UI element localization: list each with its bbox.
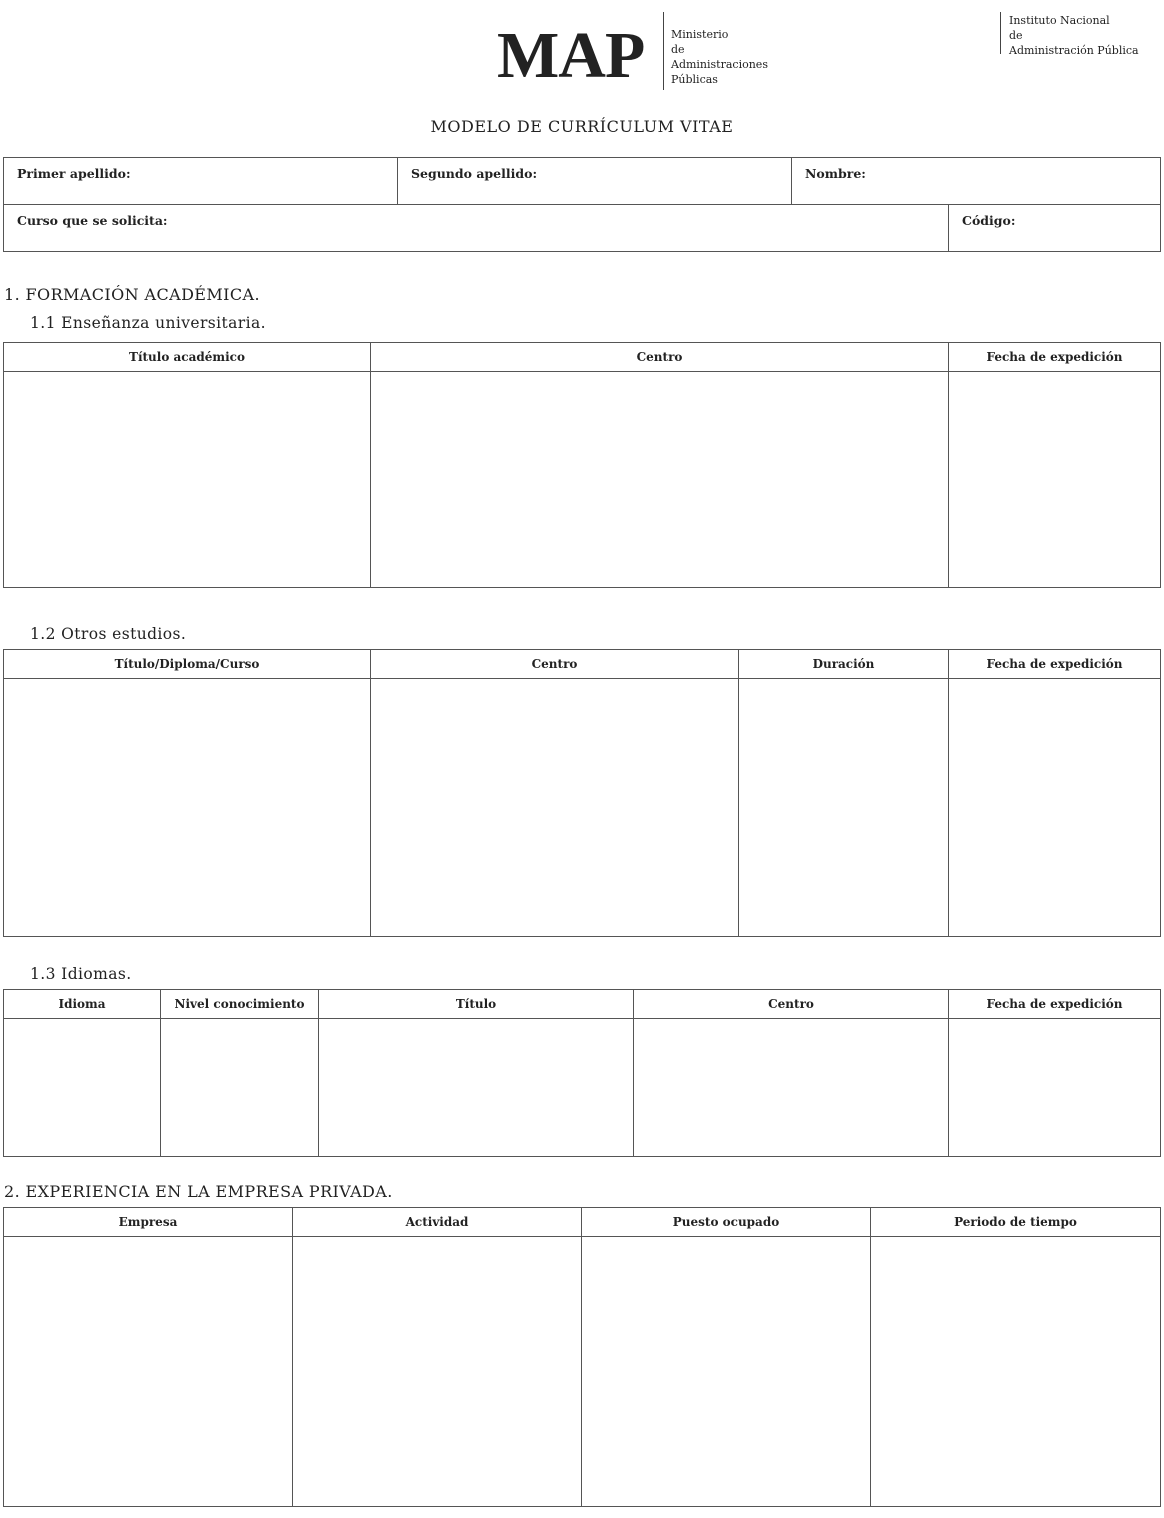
ministry-name [671, 27, 768, 87]
input-cell[interactable] [949, 1019, 1161, 1157]
name-label: Nombre: [805, 166, 866, 181]
input-cell[interactable] [371, 679, 739, 937]
course-field[interactable] [4, 205, 949, 252]
institute-divider [1000, 12, 1001, 54]
map-logo: MAP [497, 19, 645, 92]
institute-line: Instituto Nacional [1009, 14, 1110, 27]
second-surname-field[interactable] [398, 158, 792, 205]
subsection-1-3-heading: 1.3 Idiomas. [30, 965, 132, 983]
input-cell[interactable] [4, 679, 371, 937]
section-2-heading: 2. EXPERIENCIA EN LA EMPRESA PRIVADA. [4, 1182, 393, 1201]
column-header: Título/Diploma/Curso [4, 650, 371, 679]
first-surname-label: Primer apellido: [17, 166, 131, 181]
input-cell[interactable] [371, 372, 949, 588]
input-cell[interactable] [739, 679, 949, 937]
university-education-table [3, 342, 1161, 588]
column-header: Idioma [4, 990, 161, 1019]
institute-line: Administración Pública [1009, 44, 1139, 57]
input-cell[interactable] [319, 1019, 634, 1157]
ministry-line: Ministerio [671, 28, 729, 41]
input-cell[interactable] [634, 1019, 949, 1157]
input-cell[interactable] [4, 1237, 293, 1507]
column-header: Centro [371, 650, 739, 679]
institute-name [1009, 13, 1139, 58]
subsection-1-1-heading: 1.1 Enseñanza universitaria. [30, 314, 266, 332]
first-surname-field[interactable] [4, 158, 398, 205]
column-header: Título [319, 990, 634, 1019]
logo-divider [663, 12, 664, 90]
input-cell[interactable] [582, 1237, 871, 1507]
code-field[interactable] [949, 205, 1161, 252]
ministry-line: Administraciones [671, 58, 768, 71]
column-header: Nivel conocimiento [161, 990, 319, 1019]
input-cell[interactable] [293, 1237, 582, 1507]
code-label: Código: [962, 213, 1016, 228]
column-header: Duración [739, 650, 949, 679]
column-header: Título académico [4, 343, 371, 372]
subsection-1-2-heading: 1.2 Otros estudios. [30, 625, 187, 643]
input-cell[interactable] [161, 1019, 319, 1157]
personal-data-table [3, 157, 1161, 252]
input-cell[interactable] [871, 1237, 1161, 1507]
document-title: MODELO DE CURRÍCULUM VITAE [430, 117, 734, 136]
course-label: Curso que se solicita: [17, 213, 168, 228]
institute-line: de [1009, 29, 1023, 42]
column-header: Periodo de tiempo [871, 1208, 1161, 1237]
column-header: Fecha de expedición [949, 990, 1161, 1019]
input-cell[interactable] [949, 679, 1161, 937]
other-studies-table [3, 649, 1161, 937]
column-header: Empresa [4, 1208, 293, 1237]
column-header: Actividad [293, 1208, 582, 1237]
languages-table [3, 989, 1161, 1157]
column-header: Fecha de expedición [949, 343, 1161, 372]
column-header: Puesto ocupado [582, 1208, 871, 1237]
column-header: Centro [634, 990, 949, 1019]
column-header: Fecha de expedición [949, 650, 1161, 679]
private-experience-table [3, 1207, 1161, 1507]
ministry-line: de [671, 43, 685, 56]
section-1-heading: 1. FORMACIÓN ACADÉMICA. [4, 285, 260, 304]
ministry-line: Públicas [671, 73, 718, 86]
input-cell[interactable] [4, 372, 371, 588]
column-header: Centro [371, 343, 949, 372]
input-cell[interactable] [949, 372, 1161, 588]
second-surname-label: Segundo apellido: [411, 166, 538, 181]
input-cell[interactable] [4, 1019, 161, 1157]
name-field[interactable] [792, 158, 1161, 205]
